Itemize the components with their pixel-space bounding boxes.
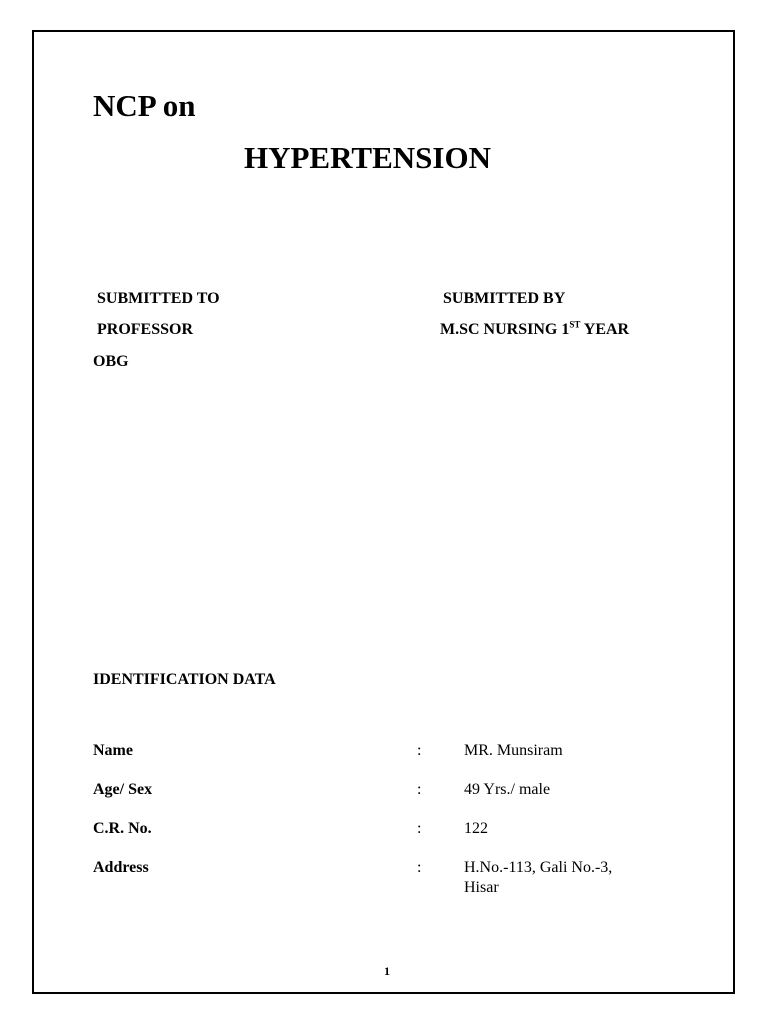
- field-label-cr-no: C.R. No.: [93, 820, 152, 837]
- field-value-name: MR. Munsiram: [464, 742, 563, 759]
- field-colon: :: [417, 859, 422, 876]
- submitted-by-course-superscript: ST: [569, 319, 581, 330]
- field-label-address: Address: [93, 859, 149, 876]
- identification-heading: IDENTIFICATION DATA: [93, 671, 276, 688]
- submitted-by-label: SUBMITTED BY: [443, 290, 566, 307]
- submitted-by-course: [440, 321, 629, 339]
- submitted-by-course-prefix: M.SC NURSING 1: [440, 321, 570, 338]
- field-colon: :: [417, 781, 422, 798]
- field-colon: :: [417, 820, 422, 837]
- submitted-to-designation: PROFESSOR: [97, 321, 194, 338]
- field-colon: :: [417, 742, 422, 759]
- field-value-cr-no: 122: [464, 820, 488, 837]
- document-title-line1: NCP on: [93, 88, 196, 123]
- submitted-to-label: SUBMITTED TO: [97, 290, 220, 307]
- submitted-by-course-suffix: YEAR: [580, 321, 630, 338]
- field-value-age-sex: 49 Yrs./ male: [464, 781, 551, 798]
- submitted-to-department: OBG: [93, 353, 129, 370]
- page-number: 1: [384, 964, 390, 978]
- field-value-address-line2: Hisar: [464, 879, 499, 896]
- field-label-name: Name: [93, 742, 133, 759]
- field-label-age-sex: Age/ Sex: [93, 781, 153, 798]
- document-title-line2: HYPERTENSION: [244, 140, 491, 175]
- field-value-address-line1: H.No.-113, Gali No.-3,: [464, 859, 613, 876]
